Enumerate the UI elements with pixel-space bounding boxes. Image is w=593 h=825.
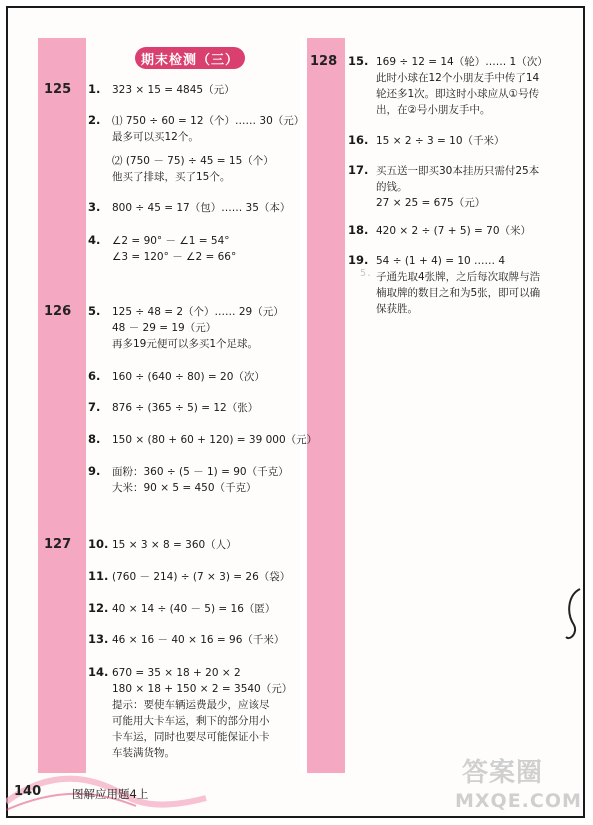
answer-line: 54 ÷ (1 + 4) = 10 …… 4: [376, 255, 506, 267]
answer-line: 46 × 16 － 40 × 16 = 96（千米）: [112, 634, 285, 646]
answer-line: 保获胜。: [376, 303, 418, 315]
left-item-answer: [112, 200, 290, 216]
left-item-answer: [112, 400, 258, 416]
right-item-answer: [376, 163, 539, 211]
left-item-number: 9.: [88, 464, 101, 478]
answer-line: 卡车运，同时也要尽可能保证小卡: [112, 731, 270, 743]
answer-line: 150 × (80 + 60 + 120) = 39 000（元）: [112, 434, 318, 446]
left-item-number: 10.: [88, 537, 109, 551]
answer-line: 125 ÷ 48 = 2（个）…… 29（元）: [112, 306, 284, 318]
answer-line: ⑴ 750 ÷ 60 = 12（个）…… 30（元）: [112, 115, 305, 127]
paper-clip-icon: [562, 585, 588, 645]
bleed-through-text: 5. …: [360, 268, 385, 279]
footer-page-number: 140: [14, 784, 42, 799]
left-item-number: 7.: [88, 400, 101, 414]
answer-line: 车装满货物。: [112, 747, 175, 759]
answer-line: 323 × 15 = 4845（元）: [112, 84, 235, 96]
answer-line: 子通先取4张牌，之后每次取牌与浩: [376, 271, 541, 283]
answer-line: 再多19元便可以多买1个足球。: [112, 338, 259, 350]
answer-line: 40 × 14 ÷ (40 － 5) = 16（匿）: [112, 603, 276, 615]
right-item-number: 19.: [348, 253, 369, 267]
answer-line: 提示：要使车辆运费最少，应该尽: [112, 699, 270, 711]
left-item-answer: [112, 82, 235, 98]
section-title: 期末检测（三）: [135, 47, 245, 69]
left-item-answer: [112, 233, 236, 265]
left-item-number: 2.: [88, 113, 101, 127]
left-item-number: 1.: [88, 82, 101, 96]
watermark-url: MXQE.COM: [455, 790, 582, 812]
right-item-answer: [376, 133, 505, 149]
answer-line: 48 － 29 = 19（元）: [112, 322, 217, 334]
answer-line: 轮还多1次。即这时小球应从①号传: [376, 88, 540, 100]
answer-line: 169 ÷ 12 = 14（轮）…… 1（次）: [376, 56, 548, 68]
left-item-answer: [112, 632, 284, 648]
answer-line: 15 × 2 ÷ 3 = 10（千米）: [376, 135, 505, 147]
left-item-number: 11.: [88, 569, 109, 583]
answer-line: 800 ÷ 45 = 17（包）…… 35（本）: [112, 202, 291, 214]
left-item-answer: [112, 113, 304, 145]
answer-line: (760 － 214) ÷ (7 × 3) = 26（袋）: [112, 571, 291, 583]
right-margin-stripe: [307, 38, 345, 773]
answer-line: 他买了排球，买了15个。: [112, 171, 231, 183]
answer-line: 面粉：360 ÷ (5 － 1) = 90（千克）: [112, 466, 289, 478]
answer-line: 出，在②号小朋友手中。: [376, 104, 491, 116]
page-ref-128: 128: [310, 54, 338, 69]
left-item-answer: [112, 601, 275, 617]
left-item-answer: [112, 153, 274, 185]
right-item-number: 15.: [348, 54, 369, 68]
left-item-answer: [112, 369, 265, 385]
answer-line: ⑵ (750 － 75) ÷ 45 = 15（个）: [112, 155, 274, 167]
right-item-answer: [376, 54, 548, 118]
left-item-number: 3.: [88, 200, 101, 214]
answer-line: 买五送一即买30本挂历只需付25本: [376, 165, 540, 177]
left-item-number: 12.: [88, 601, 109, 615]
left-item-number: 5.: [88, 304, 101, 318]
left-item-number: 14.: [88, 665, 109, 679]
right-item-answer: [376, 223, 531, 239]
right-item-answer: [376, 253, 540, 317]
answer-line: 的钱。: [376, 181, 408, 193]
left-item-number: 4.: [88, 233, 101, 247]
left-item-answer: [112, 569, 290, 585]
left-item-answer: [112, 665, 292, 761]
answer-line: ∠3 = 120° － ∠2 = 66°: [112, 251, 237, 263]
left-item-number: 8.: [88, 432, 101, 446]
watermark-logo: 答案圈: [462, 758, 544, 788]
left-margin-stripe: [38, 38, 86, 773]
right-item-number: 16.: [348, 133, 369, 147]
column-divider: [300, 38, 307, 773]
page-ref-127: 127: [44, 537, 72, 552]
left-item-answer: [112, 464, 289, 496]
left-item-number: 13.: [88, 632, 109, 646]
left-item-answer: [112, 537, 237, 553]
answer-line: 15 × 3 × 8 = 360（人）: [112, 539, 237, 551]
answer-line: ∠2 = 90° － ∠1 = 54°: [112, 235, 230, 247]
answer-line: 180 × 18 + 150 × 2 = 3540（元）: [112, 683, 293, 695]
answer-line: 876 ÷ (365 ÷ 5) = 12（张）: [112, 402, 259, 414]
answer-line: 此时小球在12个小朋友手中传了14: [376, 72, 540, 84]
page-ref-125: 125: [44, 82, 72, 97]
left-item-answer: [112, 432, 317, 448]
footer-book-title: 图解应用题4上: [72, 787, 149, 801]
answer-line: 可能用大卡车运，剩下的部分用小: [112, 715, 270, 727]
answer-line: 420 × 2 ÷ (7 + 5) = 70（米）: [376, 225, 532, 237]
answer-line: 楠取牌的数目之和为5张，即可以确: [376, 287, 541, 299]
right-item-number: 18.: [348, 223, 369, 237]
answer-line: 最多可以买12个。: [112, 131, 199, 143]
answer-line: 27 × 25 = 675（元）: [376, 197, 486, 209]
right-item-number: 17.: [348, 163, 369, 177]
page-ref-126: 126: [44, 304, 72, 319]
answer-line: 大米：90 × 5 = 450（千克）: [112, 482, 257, 494]
answer-line: 160 ÷ (640 ÷ 80) = 20（次）: [112, 371, 265, 383]
left-item-number: 6.: [88, 369, 101, 383]
answer-line: 670 = 35 × 18 + 20 × 2: [112, 667, 241, 679]
left-item-answer: [112, 304, 284, 352]
